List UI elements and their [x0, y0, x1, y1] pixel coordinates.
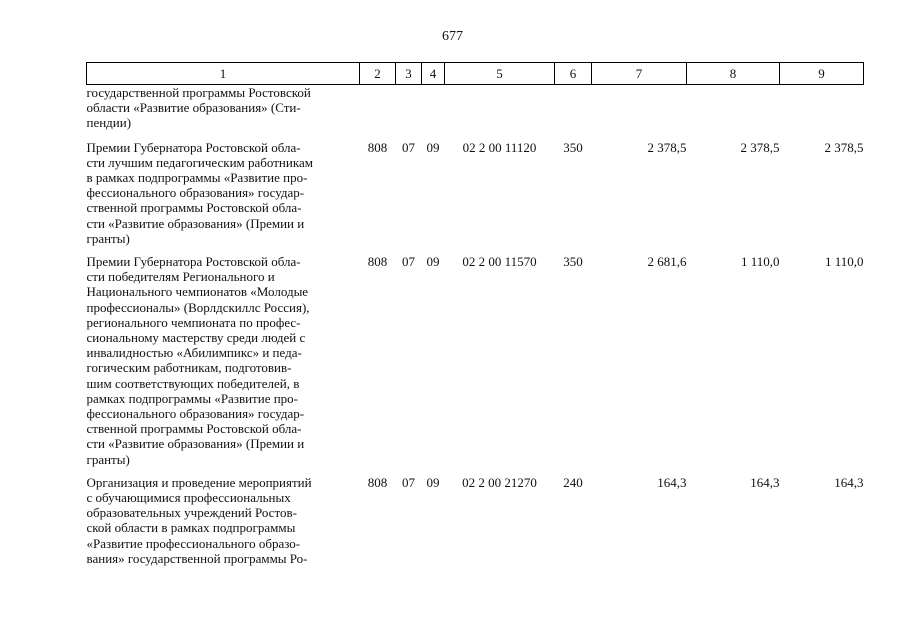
row-ministry-code: 808	[367, 254, 388, 270]
row-amount-col8	[687, 85, 780, 140]
row-section-code: 07	[402, 474, 415, 490]
row-amount-col7: 164,3	[657, 474, 687, 490]
row-subsection-code: 09	[426, 139, 440, 155]
row-name-line: сти «Развитие образования» (Премии и	[86, 436, 305, 452]
row-name-line: регионального чемпионата по профес-	[86, 314, 301, 330]
row-name-line: образовательных учреждений Ростов-	[86, 505, 297, 521]
header-col-2: 2	[360, 63, 396, 85]
row-subsection-code: 09	[426, 474, 440, 490]
row-name-line: шим соответствующих победителей, в	[86, 375, 300, 391]
row-section-code	[396, 85, 422, 140]
row-name-cell	[87, 85, 360, 140]
row-name-line: вания» государственной программы Ро-	[86, 550, 308, 566]
table-row	[87, 85, 864, 140]
row-target-article: 02 2 00 11120	[462, 139, 537, 155]
row-amount-col9: 164,3	[834, 474, 864, 490]
row-name-line: фессионального образования» государ-	[86, 185, 305, 201]
row-ministry-code: 808	[367, 474, 388, 490]
row-name-line: сти лучшим педагогическим работникам	[86, 154, 313, 170]
header-col-5: 5	[445, 63, 555, 85]
row-name-line: сиональному мастерству среди людей с	[86, 330, 306, 346]
row-name-line: профессионалы» (Ворлдскиллс Россия),	[86, 299, 310, 315]
header-col-8: 8	[687, 63, 780, 85]
row-name-line: рамках подпрограммы «Развитие про-	[86, 390, 299, 406]
header-col-4: 4	[422, 63, 445, 85]
header-col-6: 6	[555, 63, 592, 85]
row-ministry-code: 808	[367, 139, 388, 155]
row-name-line: ственной программы Ростовской обла-	[86, 200, 302, 216]
row-name-line: гогическим работникам, подготовив-	[86, 360, 292, 376]
row-subsection-code: 09	[426, 254, 440, 270]
row-subsection-code	[422, 85, 445, 140]
row-amount-col9: 1 110,0	[824, 254, 864, 270]
row-section-code: 07	[402, 139, 415, 155]
row-name-line: пендии)	[86, 115, 132, 131]
row-name-cell	[87, 254, 360, 475]
row-name-cell	[87, 475, 360, 574]
header-row	[87, 63, 864, 85]
table-row	[87, 254, 864, 475]
row-name-line: «Развитие профессионального образо-	[86, 535, 301, 551]
table-row	[87, 475, 864, 574]
row-name-line: Организация и проведение мероприятий	[86, 474, 312, 490]
row-amount-col9: 2 378,5	[824, 139, 864, 155]
row-name-line: гранты)	[86, 451, 130, 467]
header-col-7: 7	[592, 63, 687, 85]
row-name-line: с обучающимися профессиональных	[86, 490, 291, 506]
row-amount-col7: 2 378,5	[647, 139, 687, 155]
row-name-line: ской области в рамках подпрограммы	[86, 520, 296, 536]
row-name-line: сти «Развитие образования» (Премии и	[86, 215, 305, 231]
budget-table	[86, 62, 864, 574]
row-expense-type: 350	[563, 139, 583, 155]
table-header	[87, 63, 864, 85]
row-name-line: Премии Губернатора Ростовской обла-	[86, 254, 301, 270]
row-name-line: сти победителям Регионального и	[86, 269, 275, 285]
row-name-line: ственной программы Ростовской обла-	[86, 421, 302, 437]
row-name-line: фессионального образования» государ-	[86, 406, 305, 422]
table-row	[87, 140, 864, 254]
row-name-line: инвалидностью «Абилимпикс» и педа-	[86, 345, 302, 361]
row-name-line: Премии Губернатора Ростовской обла-	[86, 139, 301, 155]
row-ministry-code	[360, 85, 396, 140]
row-expense-type	[555, 85, 592, 140]
row-name-line: гранты)	[86, 230, 130, 246]
row-expense-type: 350	[563, 254, 583, 270]
row-name-line: в рамках подпрограммы «Развитие про-	[86, 170, 308, 186]
row-name-line: государственной программы Ростовской	[86, 85, 311, 100]
row-amount-col7: 2 681,6	[647, 254, 687, 270]
page-number: 677	[442, 29, 463, 44]
row-name-line: Национального чемпионатов «Молодые	[86, 284, 309, 300]
header-col-1: 1	[87, 63, 360, 85]
row-amount-col9	[780, 85, 864, 140]
row-expense-type: 240	[563, 474, 583, 490]
header-col-9: 9	[780, 63, 864, 85]
row-name-cell	[87, 140, 360, 254]
row-amount-col8: 164,3	[750, 474, 780, 490]
row-target-article: 02 2 00 21270	[462, 474, 537, 490]
row-amount-col8: 1 110,0	[740, 254, 780, 270]
row-amount-col8: 2 378,5	[740, 139, 780, 155]
header-col-3: 3	[396, 63, 422, 85]
row-target-article: 02 2 00 11570	[462, 254, 537, 270]
row-name-line: области «Развитие образования» (Сти-	[86, 100, 301, 116]
row-section-code: 07	[402, 254, 415, 270]
row-target-article	[445, 85, 555, 140]
row-amount-col7	[592, 85, 687, 140]
